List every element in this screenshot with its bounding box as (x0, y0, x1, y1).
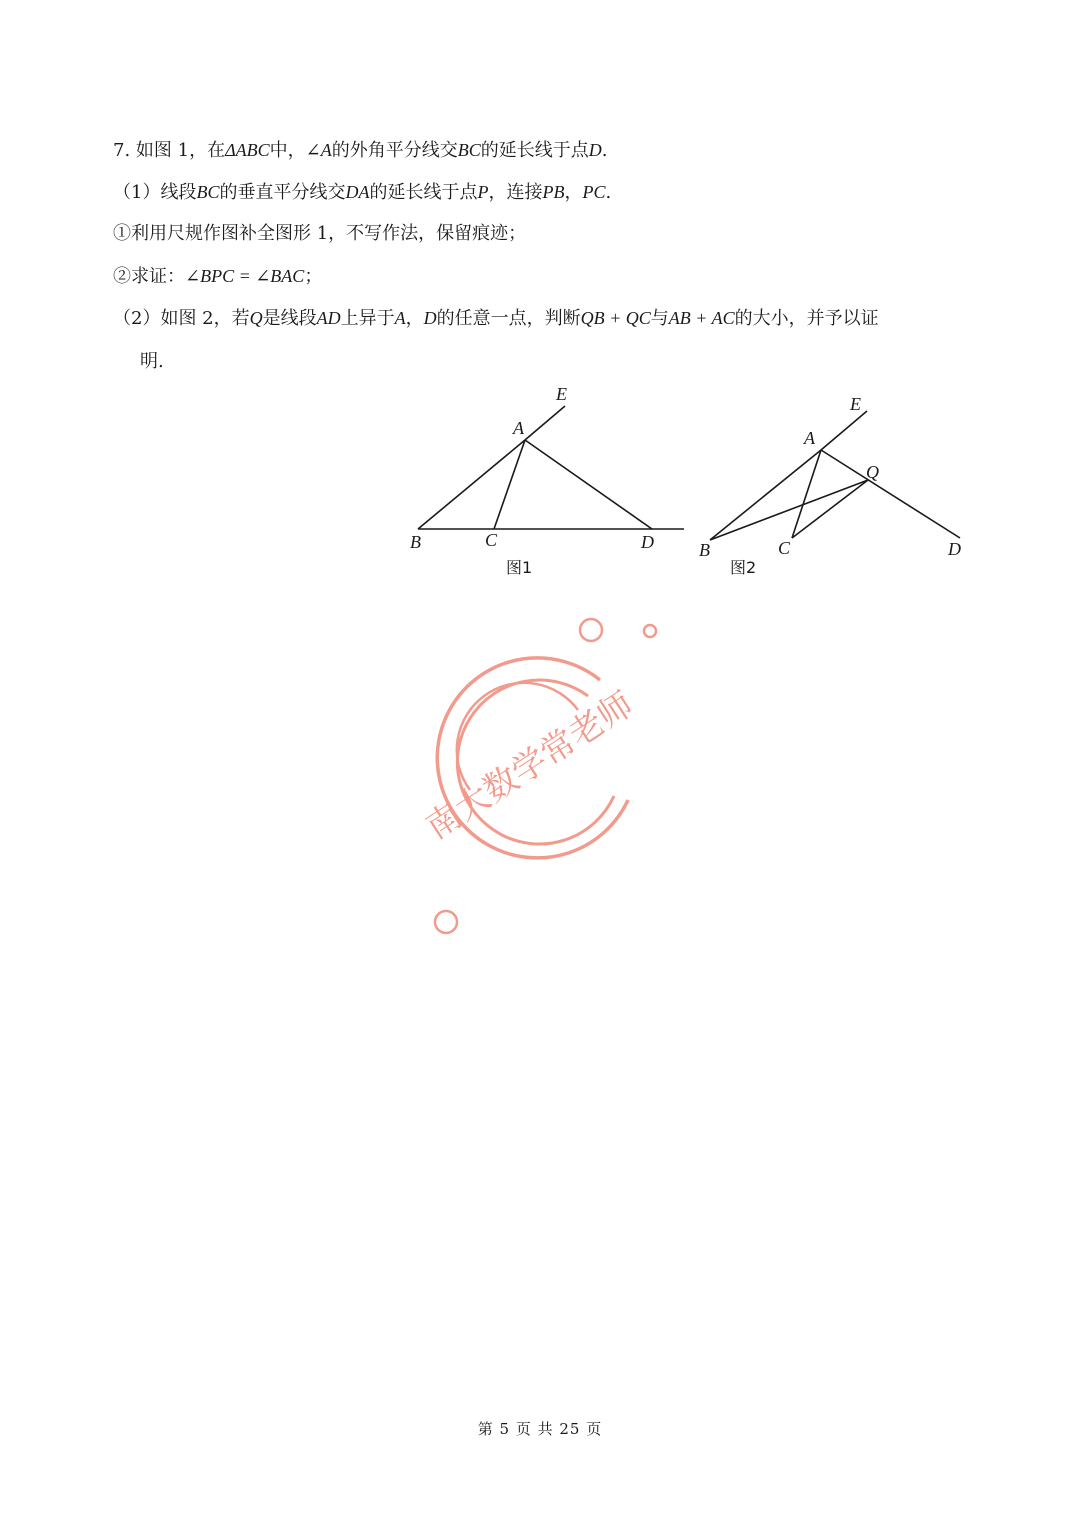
stamp-small-circle-1 (580, 619, 602, 641)
fig2-label-d: D (948, 539, 961, 559)
fig2-segment-ad (821, 450, 960, 538)
sub-question-2: ②求证：∠BPC = ∠BAC； (113, 266, 323, 287)
fig1-label-e: E (556, 384, 567, 404)
part-2: （2）如图 2，若Q是线段AD上异于A，D的任意一点，判断QB + QC与AB + AC的大小，并予以证 (113, 308, 879, 329)
sub-question-1: ①利用尺规作图补全图形 1，不写作法，保留痕迹； (113, 223, 527, 244)
fig2-segment-ca (792, 450, 821, 538)
fig2-ray-ae (821, 411, 867, 450)
problem-stem: 7. 如图 1，在ΔABC中，∠A的外角平分线交BC的延长线于点D. (113, 140, 608, 161)
fig2-segment-bq (710, 480, 868, 540)
fig2-segment-ba (710, 450, 821, 540)
part-1: （1）线段BC的垂直平分线交DA的延长线于点P，连接PB，PC. (113, 182, 612, 203)
fig1-ray-ae (525, 406, 565, 440)
page-footer: 第 5 页 共 25 页 (477, 1420, 603, 1438)
fig1-label-c: C (485, 530, 498, 550)
problem-number: 7. (113, 140, 131, 161)
fig2-label-q: Q (866, 462, 879, 482)
figure-2 (710, 411, 960, 540)
part-2-continuation: 明. (140, 351, 164, 372)
figure-1 (418, 406, 684, 529)
geometry-figures (0, 0, 1080, 600)
fig1-label-a: A (513, 418, 524, 438)
watermark-stamp (400, 600, 700, 950)
stamp-small-circle-3 (435, 911, 457, 933)
fig1-label-d: D (641, 532, 654, 552)
stamp-small-circle-2 (644, 625, 656, 637)
fig2-label-b: B (699, 540, 710, 560)
fig2-segment-cq (792, 480, 868, 538)
fig1-segment-ad (525, 440, 652, 529)
fig2-label-a: A (804, 428, 815, 448)
fig1-caption: 图1 (506, 558, 533, 577)
fig2-label-c: C (778, 538, 791, 558)
fig2-label-e: E (850, 394, 861, 414)
stamp-text: 南大数学常老师 (419, 684, 641, 848)
fig1-label-b: B (410, 532, 421, 552)
fig2-caption: 图2 (730, 558, 757, 577)
